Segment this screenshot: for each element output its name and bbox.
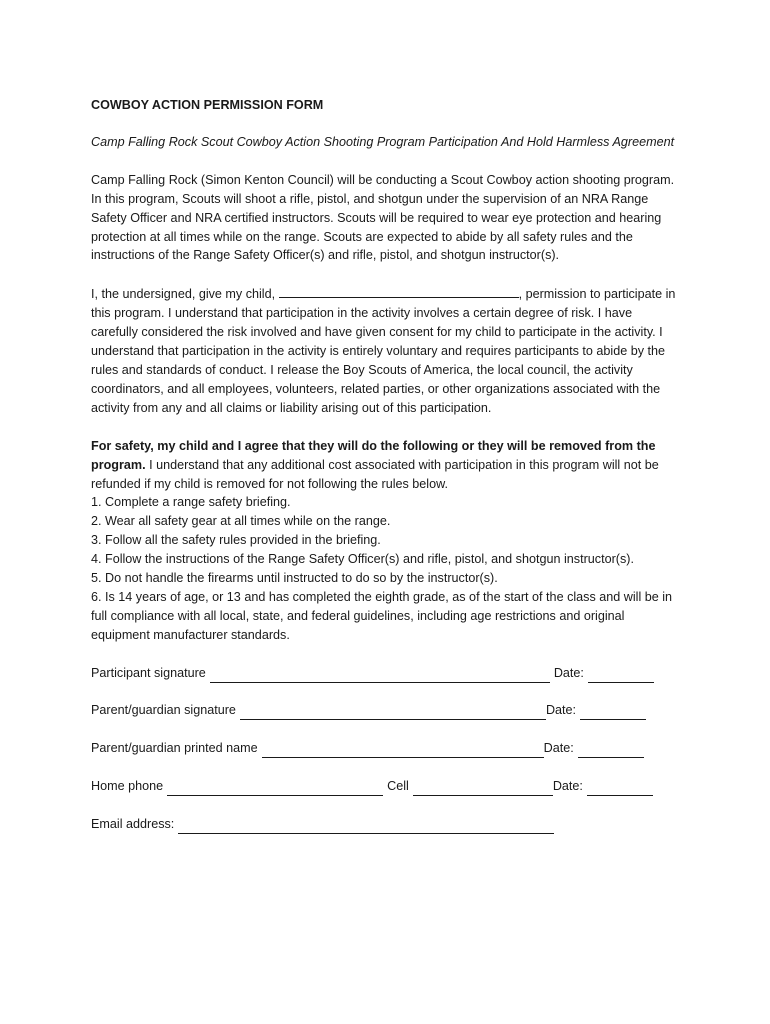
form-title: COWBOY ACTION PERMISSION FORM [91,98,324,112]
signature-block [91,664,681,834]
parent-signature-field[interactable] [240,706,546,720]
email-label: Email address: [91,816,175,831]
list-item: 1. Complete a range safety briefing. [91,495,291,510]
parent-printed-name-field[interactable] [262,744,544,758]
home-phone-field[interactable] [167,782,383,796]
home-phone-label: Home phone [91,778,164,793]
phone-row [91,777,681,796]
safety-section [91,437,681,645]
date-label: Date: [552,778,583,793]
list-item: 3. Follow all the safety rules provided in the briefing. [91,533,381,548]
participant-signature-row [91,664,681,683]
participant-date-field[interactable] [588,669,654,683]
phone-date-field[interactable] [587,782,653,796]
form-subtitle: Camp Falling Rock Scout Cowboy Action Shooting Program Participation And Hold Harmless Agreement [91,134,675,149]
participant-signature-field[interactable] [210,669,550,683]
list-item: 6. Is 14 years of age, or 13 and has completed the eighth grade, as of the start of the class and will be in full compliance with all local, state, and federal guidelines, including age restrictions and original equipment manufacturer standards. [91,589,673,642]
parent-date-field[interactable] [580,706,646,720]
consent-paragraph [91,284,681,417]
list-item: 2. Wear all safety gear at all times while on the range. [91,514,391,529]
safety-intro-rest: I understand that any additional cost associated with participation in this program will not be refunded if my child is removed for not following the rules below. [91,457,659,491]
parent-signature-row [91,701,681,720]
safety-intro [91,437,681,494]
safety-bold-lead: For safety, my child and I agree that they will do the following or they will be removed from the program. [91,438,656,472]
child-name-field[interactable] [279,284,519,298]
intro-paragraph: Camp Falling Rock (Simon Kenton Council) will be conducting a Scout Cowboy action shooting program. In this program, Scouts will shoot a rifle, pistol, and shotgun under the supervision of an NRA Range Safety Officer and NRA certified instructors. Scouts will be required to wear eye protection and hearing protection at all times while on the range. Scouts are expected to abide by all safety rules and the instructions of the Range Safety Officer(s) and rifle, pistol, and shotgun instructor(s). [91,172,675,263]
email-field[interactable] [178,820,554,834]
date-label: Date: [545,703,577,718]
participant-signature-label: Participant signature [91,665,206,680]
printed-name-date-field[interactable] [578,744,644,758]
date-label: Date: [543,741,574,756]
list-item: 5. Do not handle the firearms until instructed to do so by the instructor(s). [91,571,498,586]
email-row [91,815,681,834]
consent-text-start: I, the undersigned, give my child, [91,287,279,302]
parent-printed-name-label: Parent/guardian printed name [91,741,258,756]
date-label: Date: [553,665,584,680]
list-item: 4. Follow the instructions of the Range Safety Officer(s) and rifle, pistol, and shotgun instructor(s). [91,552,634,567]
cell-field[interactable] [413,782,553,796]
document-page [91,96,681,834]
cell-label: Cell [387,778,409,793]
parent-printed-name-row [91,739,681,758]
parent-signature-label: Parent/guardian signature [91,703,236,718]
consent-text-rest: , permission to participate in this program. I understand that participation in the activity involves a certain degree of risk. I have carefully considered the risk involved and have given consent for my child to participate in the activity. I understand that participation in the activity is entirely voluntary and requires participants to abide by the rules and standards of conduct. I release the Boy Scouts of America, the local council, the activity coordinators, and all employees, volunteers, related parties, or other organizations associated with the activity from any and all claims or liability arising out of this participation. [91,287,676,415]
